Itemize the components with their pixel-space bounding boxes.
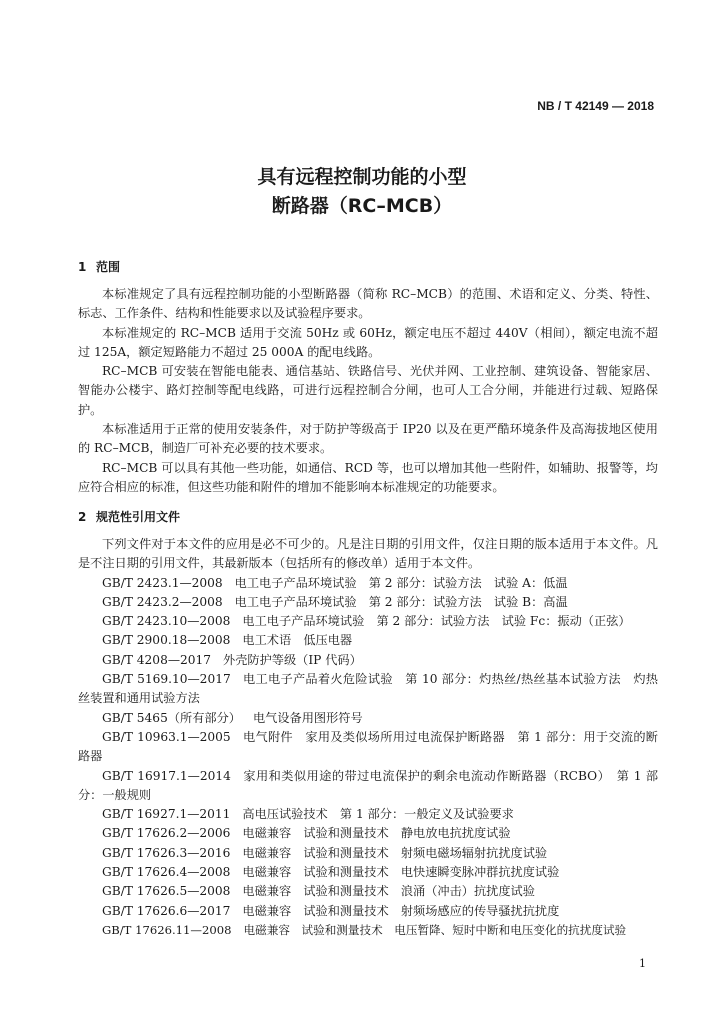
reference-code: GB/T 17626.3—2016 xyxy=(102,845,231,860)
reference-item xyxy=(78,612,658,631)
reference-code: GB/T 10963.1—2005 xyxy=(102,729,231,744)
paragraph: 本标准规定的 RC–MCB 适用于交流 50Hz 或 60Hz，额定电压不超过 440V（相间），额定电流不超过 125A，额定短路能力不超过 25 000A 的配电线路。 xyxy=(78,325,658,359)
section-number: 1 xyxy=(78,260,87,274)
reference-item xyxy=(78,921,658,940)
reference-item xyxy=(78,863,658,882)
reference-code: GB/T 17626.2—2006 xyxy=(102,826,231,841)
reference-title: 电工电子产品环境试验 第 2 部分：试验方法 试验 B：高温 xyxy=(234,594,568,609)
reference-code: GB/T 2423.1—2008 xyxy=(102,575,223,590)
section-1-heading xyxy=(78,258,120,275)
reference-item xyxy=(78,670,658,709)
reference-item xyxy=(78,824,658,843)
section-2-body xyxy=(78,535,658,940)
section-title: 规范性引用文件 xyxy=(96,510,181,524)
reference-title: 电磁兼容 试验和测量技术 射频场感应的传导骚扰抗扰度 xyxy=(242,903,560,918)
reference-item xyxy=(78,844,658,863)
reference-item xyxy=(78,882,658,901)
reference-title: 高电压试验技术 第 1 部分：一般定义及试验要求 xyxy=(242,807,514,822)
reference-item xyxy=(78,574,658,593)
reference-code: GB/T 4208—2017 xyxy=(102,652,212,667)
reference-code: GB/T 5169.10—2017 xyxy=(102,672,231,687)
reference-item xyxy=(78,631,658,650)
reference-title: 电磁兼容 试验和测量技术 静电放电抗扰度试验 xyxy=(242,826,511,841)
reference-code: GB/T 16917.1—2014 xyxy=(102,768,231,783)
reference-code: GB/T 17626.4—2008 xyxy=(102,865,231,880)
reference-title: 电气设备用图形符号 xyxy=(252,710,363,725)
document-title-line1: 具有远程控制功能的小型 xyxy=(257,166,467,188)
reference-title: 电工电子产品环境试验 第 2 部分：试验方法 试验 A：低温 xyxy=(234,575,568,590)
standard-code: NB / T 42149 — 2018 xyxy=(537,99,654,113)
reference-code: GB/T 2900.18—2008 xyxy=(102,633,231,648)
reference-title: 电气附件 家用及类似场所用过电流保护断路器 第 1 部分：用于交流的断路器 xyxy=(78,729,658,764)
reference-code: GB/T 16927.1—2011 xyxy=(102,807,231,822)
reference-title: 家用和类似用途的带过电流保护的剩余电流动作断路器（RCBO） 第 1 部分：一般规则 xyxy=(78,768,659,802)
section-number: 2 xyxy=(78,510,87,524)
paragraph: 本标准适用于正常的使用安装条件，对于防护等级高于 IP20 以及在更严酷环境条件及高海拔地区使用的 RC–MCB，制造厂可补充必要的技术要求。 xyxy=(78,422,658,456)
reference-item xyxy=(78,651,658,670)
reference-code: GB/T 5465（所有部分） xyxy=(102,710,241,725)
reference-code: GB/T 2423.2—2008 xyxy=(102,594,223,609)
reference-title: 电工电子产品环境试验 第 2 部分：试验方法 试验 Fc：振动（正弦） xyxy=(242,614,631,629)
reference-item xyxy=(78,709,658,728)
paragraph: 本标准规定了具有远程控制功能的小型断路器（简称 RC–MCB）的范围、术语和定义、分类、特性、标志、工作条件、结构和性能要求以及试验程序要求。 xyxy=(78,287,658,321)
reference-code: GB/T 17626.6—2017 xyxy=(102,903,231,918)
reference-code: GB/T 17626.11—2008 xyxy=(102,922,232,937)
reference-code: GB/T 17626.5—2008 xyxy=(102,884,231,899)
reference-title: 电磁兼容 试验和测量技术 浪涌（冲击）抗扰度试验 xyxy=(242,884,535,899)
reference-item xyxy=(78,767,658,806)
section-2-heading xyxy=(78,508,180,525)
section-title: 范围 xyxy=(96,260,121,274)
reference-title: 电磁兼容 试验和测量技术 电快速瞬变脉冲群抗扰度试验 xyxy=(242,865,560,880)
reference-code: GB/T 2423.10—2008 xyxy=(102,614,231,629)
reference-title: 电磁兼容 试验和测量技术 电压暂降、短时中断和电压变化的抗扰度试验 xyxy=(243,922,627,937)
reference-title: 电磁兼容 试验和测量技术 射频电磁场辐射抗扰度试验 xyxy=(242,845,548,860)
paragraph: RC–MCB 可以具有其他一些功能，如通信、RCD 等，也可以增加其他一些附件，如辅助、报警等，均应符合相应的标准，但这些功能和附件的增加不能影响本标准规定的功能要求。 xyxy=(78,460,658,494)
reference-title: 外壳防护等级（IP 代码） xyxy=(223,652,362,667)
section-1-body xyxy=(78,285,658,497)
page-number: 1 xyxy=(639,957,646,970)
reference-item xyxy=(78,728,658,767)
document-title-line2: 断路器（RC–MCB） xyxy=(271,195,453,217)
reference-item xyxy=(78,805,658,824)
paragraph: 下列文件对于本文件的应用是必不可少的。凡是注日期的引用文件，仅注日期的版本适用于本文件。凡是不注日期的引用文件，其最新版本（包括所有的修改单）适用于本文件。 xyxy=(78,537,658,571)
reference-item xyxy=(78,593,658,612)
reference-title: 电工术语 低压电器 xyxy=(242,633,353,648)
reference-item xyxy=(78,902,658,921)
paragraph: RC–MCB 可安装在智能电能表、通信基站、铁路信号、光伏并网、工业控制、建筑设备、智能家居、智能办公楼宇、路灯控制等配电线路，可进行远程控制合分闸，也可人工合分闸，并能进行过载、短路保护。 xyxy=(78,364,658,417)
reference-title: 电工电子产品着火危险试验 第 10 部分：灼热丝/热丝基本试验方法 灼热丝装置和通用试验方法 xyxy=(78,672,658,706)
